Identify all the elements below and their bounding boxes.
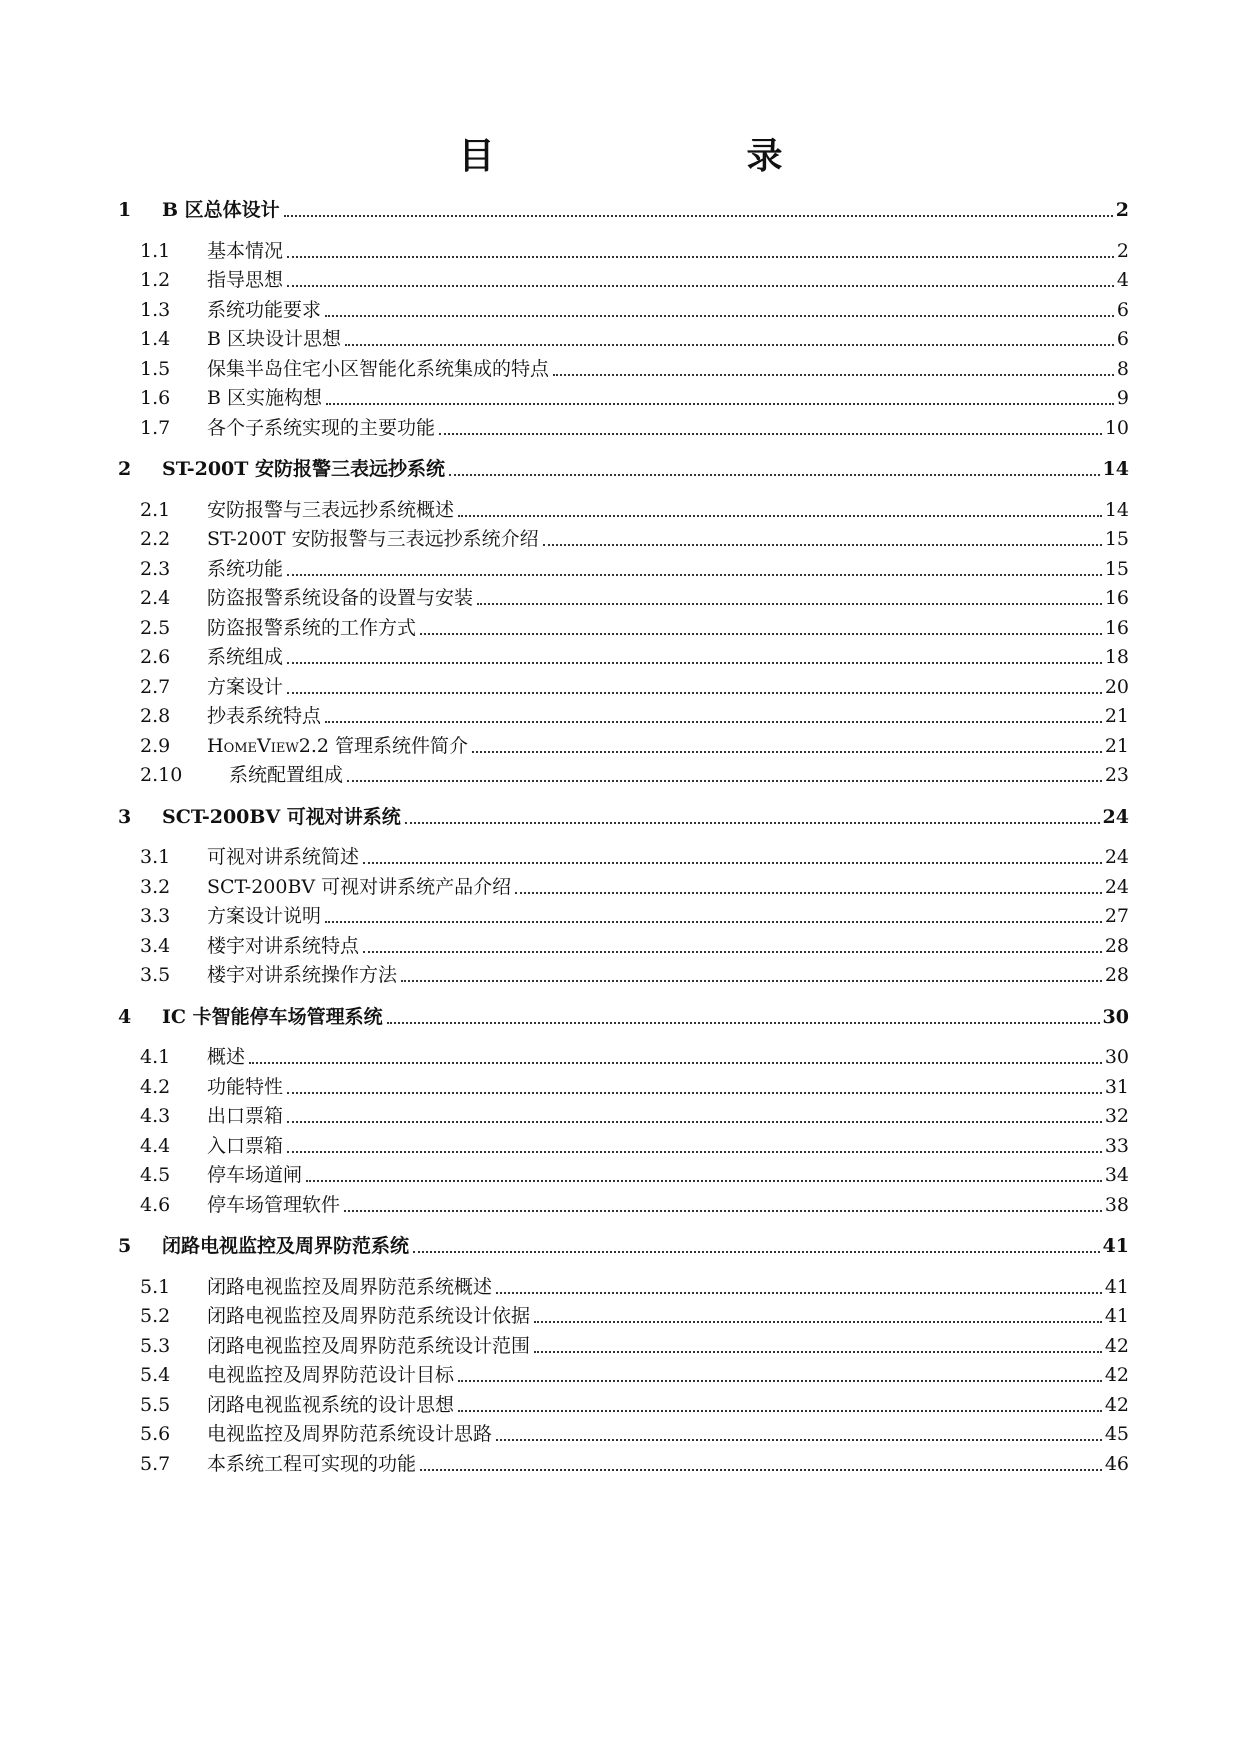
toc-entry-page-number: 42 bbox=[1104, 1334, 1129, 1357]
toc-entry-title: 闭路电视监控及周界防范系统设计范围 bbox=[207, 1334, 531, 1357]
toc-entry-number: 5.6 bbox=[140, 1423, 171, 1445]
toc-entry-page-number: 16 bbox=[1104, 587, 1129, 609]
toc-section-entry[interactable] bbox=[0, 1043, 1241, 1071]
toc-entry-page-number: 34 bbox=[1104, 1164, 1129, 1186]
toc-dot-leader bbox=[287, 285, 1114, 287]
toc-entry-page-number: 33 bbox=[1104, 1134, 1129, 1157]
toc-entry-page-number: 15 bbox=[1104, 528, 1129, 550]
toc-section-entry[interactable] bbox=[0, 732, 1241, 760]
toc-entry-title: 系统组成 bbox=[207, 646, 284, 668]
toc-entry-page-number: 28 bbox=[1104, 964, 1129, 986]
toc-entry-page-number: 30 bbox=[1104, 1046, 1129, 1068]
toc-dot-leader bbox=[420, 1469, 1102, 1471]
toc-entry-number: 2.10 bbox=[140, 764, 183, 786]
toc-entry-page-number: 21 bbox=[1104, 705, 1129, 727]
toc-entry-title: SCT-200BV 可视对讲系统 bbox=[162, 805, 401, 828]
toc-section-entry[interactable] bbox=[0, 702, 1241, 730]
toc-dot-leader bbox=[449, 474, 1100, 476]
toc-entry-number: 5.4 bbox=[140, 1364, 171, 1386]
toc-entry-title: 系统功能 bbox=[207, 557, 284, 580]
toc-section-entry[interactable] bbox=[0, 1273, 1241, 1301]
toc-section-entry[interactable] bbox=[0, 873, 1241, 901]
toc-entry-number: 2 bbox=[118, 458, 132, 480]
toc-entry-number: 3.2 bbox=[140, 875, 171, 898]
toc-entry-title: 闭路电视监控及周界防范系统设计依据 bbox=[207, 1305, 531, 1327]
toc-entry-page-number: 24 bbox=[1104, 875, 1129, 898]
toc-entry-number: 4.4 bbox=[140, 1134, 171, 1157]
toc-entry-title: 入口票箱 bbox=[207, 1134, 284, 1157]
toc-dot-leader bbox=[249, 1062, 1102, 1064]
toc-entry-title: 方案设计说明 bbox=[207, 905, 322, 927]
toc-section-entry[interactable] bbox=[0, 1391, 1241, 1419]
toc-entry-number: 2.3 bbox=[140, 557, 171, 580]
toc-dot-leader bbox=[496, 1292, 1102, 1294]
toc-section-entry[interactable] bbox=[0, 555, 1241, 583]
toc-dot-leader bbox=[287, 256, 1114, 258]
toc-section-entry[interactable] bbox=[0, 1102, 1241, 1130]
toc-section-entry[interactable] bbox=[0, 355, 1241, 383]
toc-entry-title: 抄表系统特点 bbox=[207, 705, 322, 727]
toc-entry-page-number: 2 bbox=[1116, 239, 1129, 262]
toc-entry-page-number: 23 bbox=[1104, 764, 1129, 786]
toc-section-entry[interactable] bbox=[0, 266, 1241, 294]
toc-entry-title: 本系统工程可实现的功能 bbox=[207, 1452, 417, 1475]
toc-section-entry[interactable] bbox=[0, 1332, 1241, 1360]
toc-entry-title: B 区总体设计 bbox=[162, 199, 280, 221]
toc-entry-title: 概述 bbox=[207, 1046, 246, 1068]
toc-entry-number: 4.2 bbox=[140, 1075, 171, 1098]
toc-entry-title: 防盗报警系统的工作方式 bbox=[207, 616, 417, 639]
toc-entry-number: 1.3 bbox=[140, 298, 171, 321]
toc-section-entry[interactable] bbox=[0, 932, 1241, 960]
toc-entry-page-number: 9 bbox=[1116, 387, 1129, 409]
toc-entry-page-number: 28 bbox=[1104, 934, 1129, 957]
toc-entry-page-number: 21 bbox=[1104, 734, 1129, 757]
toc-section-entry[interactable] bbox=[0, 584, 1241, 612]
toc-chapter-entry[interactable] bbox=[0, 196, 1241, 224]
toc-dot-leader bbox=[287, 1092, 1102, 1094]
toc-dot-leader bbox=[287, 662, 1102, 664]
toc-entry-title: 功能特性 bbox=[207, 1075, 284, 1098]
toc-section-entry[interactable] bbox=[0, 1132, 1241, 1160]
toc-entry-title: HomeView2.2 管理系统件简介 bbox=[207, 734, 468, 757]
toc-section-entry[interactable] bbox=[0, 496, 1241, 524]
toc-entry-title: 停车场道闸 bbox=[207, 1164, 303, 1186]
toc-section-entry[interactable] bbox=[0, 1361, 1241, 1389]
toc-entry-title: 电视监控及周界防范设计目标 bbox=[207, 1364, 455, 1386]
toc-entry-number: 5.5 bbox=[140, 1393, 171, 1416]
toc-section-entry[interactable] bbox=[0, 414, 1241, 442]
toc-dot-leader bbox=[553, 374, 1114, 376]
toc-entry-number: 5 bbox=[118, 1235, 132, 1257]
toc-entry-title: B 区实施构想 bbox=[207, 387, 323, 409]
toc-chapter-entry[interactable] bbox=[0, 803, 1241, 831]
toc-dot-leader bbox=[363, 951, 1102, 953]
toc-entry-page-number: 6 bbox=[1116, 328, 1129, 350]
toc-entry-page-number: 41 bbox=[1102, 1235, 1129, 1257]
toc-entry-title: 系统功能要求 bbox=[207, 298, 322, 321]
toc-section-entry[interactable] bbox=[0, 843, 1241, 871]
toc-entry-number: 2.8 bbox=[140, 705, 171, 727]
toc-dot-leader bbox=[405, 822, 1100, 824]
toc-dot-leader bbox=[401, 980, 1102, 982]
toc-entry-number: 3 bbox=[118, 805, 132, 828]
toc-entry-number: 2.2 bbox=[140, 528, 171, 550]
toc-dot-leader bbox=[458, 1380, 1102, 1382]
toc-entry-title: 可视对讲系统简述 bbox=[207, 846, 360, 868]
toc-entry-number: 2.6 bbox=[140, 646, 171, 668]
toc-dot-leader bbox=[287, 1121, 1102, 1123]
toc-dot-leader bbox=[534, 1351, 1102, 1353]
toc-entry-page-number: 42 bbox=[1104, 1393, 1129, 1416]
toc-section-entry[interactable] bbox=[0, 1191, 1241, 1219]
toc-entry-number: 4.6 bbox=[140, 1193, 171, 1216]
toc-entry-title: 电视监控及周界防范系统设计思路 bbox=[207, 1423, 493, 1445]
toc-entry-number: 2.9 bbox=[140, 734, 171, 757]
toc-dot-leader bbox=[458, 515, 1102, 517]
toc-entry-title: 各个子系统实现的主要功能 bbox=[207, 416, 436, 439]
toc-entry-number: 4 bbox=[118, 1005, 132, 1028]
toc-entry-number: 2.4 bbox=[140, 587, 171, 609]
toc-entry-number: 5.3 bbox=[140, 1334, 171, 1357]
toc-section-entry[interactable] bbox=[0, 673, 1241, 701]
toc-section-entry[interactable] bbox=[0, 525, 1241, 553]
toc-entry-page-number: 24 bbox=[1104, 846, 1129, 868]
toc-entry-page-number: 14 bbox=[1102, 458, 1129, 480]
page-title: 目 录 bbox=[458, 135, 843, 177]
toc-entry-number: 5.2 bbox=[140, 1305, 171, 1327]
toc-dot-leader bbox=[287, 1151, 1102, 1153]
toc-entry-number: 5.1 bbox=[140, 1275, 171, 1298]
toc-entry-number: 4.5 bbox=[140, 1164, 171, 1186]
toc-chapter-entry[interactable] bbox=[0, 455, 1241, 483]
toc-section-entry[interactable] bbox=[0, 384, 1241, 412]
toc-section-entry[interactable] bbox=[0, 1420, 1241, 1448]
toc-dot-leader bbox=[325, 315, 1114, 317]
toc-section-entry[interactable] bbox=[0, 961, 1241, 989]
toc-entry-page-number: 41 bbox=[1104, 1305, 1129, 1327]
toc-dot-leader bbox=[477, 603, 1102, 605]
toc-entry-title: 方案设计 bbox=[207, 675, 284, 698]
toc-entry-page-number: 42 bbox=[1104, 1364, 1129, 1386]
toc-section-entry[interactable] bbox=[0, 902, 1241, 930]
toc-entry-title: 防盗报警系统设备的设置与安装 bbox=[207, 587, 474, 609]
toc-entry-title: 闭路电视监视系统的设计思想 bbox=[207, 1393, 455, 1416]
toc-dot-leader bbox=[287, 692, 1102, 694]
toc-dot-leader bbox=[458, 1410, 1102, 1412]
toc-entry-number: 3.1 bbox=[140, 846, 171, 868]
toc-section-entry[interactable] bbox=[0, 237, 1241, 265]
toc-entry-number: 5.7 bbox=[140, 1452, 171, 1475]
toc-dot-leader bbox=[345, 344, 1114, 346]
toc-entry-page-number: 31 bbox=[1104, 1075, 1129, 1098]
toc-entry-number: 1.7 bbox=[140, 416, 171, 439]
toc-section-entry[interactable] bbox=[0, 1073, 1241, 1101]
toc-entry-page-number: 8 bbox=[1116, 357, 1129, 380]
toc-dot-leader bbox=[534, 1321, 1102, 1323]
toc-dot-leader bbox=[413, 1251, 1100, 1253]
toc-entry-number: 4.1 bbox=[140, 1046, 171, 1068]
toc-entry-number: 3.3 bbox=[140, 905, 171, 927]
toc-entry-page-number: 10 bbox=[1104, 416, 1129, 439]
toc-section-entry[interactable] bbox=[0, 761, 1241, 789]
toc-entry-title: 停车场管理软件 bbox=[207, 1193, 341, 1216]
toc-section-entry[interactable] bbox=[0, 643, 1241, 671]
toc-chapter-entry[interactable] bbox=[0, 1003, 1241, 1031]
toc-entry-page-number: 27 bbox=[1104, 905, 1129, 927]
toc-entry-page-number: 15 bbox=[1104, 557, 1129, 580]
toc-dot-leader bbox=[344, 1210, 1102, 1212]
toc-dot-leader bbox=[287, 574, 1102, 576]
toc-entry-title: 保集半岛住宅小区智能化系统集成的特点 bbox=[207, 357, 550, 380]
toc-dot-leader bbox=[326, 403, 1114, 405]
toc-dot-leader bbox=[363, 862, 1102, 864]
toc-entry-title: 闭路电视监控及周界防范系统 bbox=[162, 1235, 410, 1257]
toc-section-entry[interactable] bbox=[0, 296, 1241, 324]
toc-entry-page-number: 4 bbox=[1116, 269, 1129, 291]
toc-entry-page-number: 45 bbox=[1104, 1423, 1129, 1445]
toc-entry-number: 1.4 bbox=[140, 328, 171, 350]
toc-dot-leader bbox=[387, 1022, 1100, 1024]
toc-entry-page-number: 38 bbox=[1104, 1193, 1129, 1216]
toc-entry-title: 楼宇对讲系统特点 bbox=[207, 934, 360, 957]
toc-dot-leader bbox=[472, 751, 1102, 753]
toc-entry-title: 闭路电视监控及周界防范系统概述 bbox=[207, 1275, 493, 1298]
toc-dot-leader bbox=[325, 921, 1102, 923]
toc-chapter-entry[interactable] bbox=[0, 1232, 1241, 1260]
toc-entry-title: SCT-200BV 可视对讲系统产品介绍 bbox=[207, 875, 512, 898]
toc-section-entry[interactable] bbox=[0, 614, 1241, 642]
toc-entry-page-number: 18 bbox=[1104, 646, 1129, 668]
toc-entry-title: 安防报警与三表远抄系统概述 bbox=[207, 498, 455, 521]
toc-dot-leader bbox=[325, 721, 1102, 723]
toc-dot-leader bbox=[306, 1180, 1102, 1182]
toc-entry-number: 4.3 bbox=[140, 1105, 171, 1127]
toc-dot-leader bbox=[515, 892, 1102, 894]
toc-entry-page-number: 20 bbox=[1104, 675, 1129, 698]
toc-entry-number: 2.1 bbox=[140, 498, 171, 521]
toc-entry-number: 1.1 bbox=[140, 239, 171, 262]
toc-entry-title: ST-200T 安防报警与三表远抄系统介绍 bbox=[207, 528, 539, 550]
toc-dot-leader bbox=[543, 544, 1102, 546]
toc-entry-title: B 区块设计思想 bbox=[207, 328, 342, 350]
toc-entry-page-number: 32 bbox=[1104, 1105, 1129, 1127]
toc-entry-number: 3.4 bbox=[140, 934, 171, 957]
toc-entry-number: 1.5 bbox=[140, 357, 171, 380]
toc-entry-title: 系统配置组成 bbox=[229, 764, 344, 786]
toc-entry-title: ST-200T 安防报警三表远抄系统 bbox=[162, 458, 446, 480]
toc-dot-leader bbox=[496, 1439, 1102, 1441]
toc-section-entry[interactable] bbox=[0, 1161, 1241, 1189]
toc-entry-page-number: 24 bbox=[1102, 805, 1129, 828]
toc-entry-title: 指导思想 bbox=[207, 269, 284, 291]
toc-section-entry[interactable] bbox=[0, 325, 1241, 353]
toc-entry-page-number: 6 bbox=[1116, 298, 1129, 321]
toc-section-entry[interactable] bbox=[0, 1302, 1241, 1330]
toc-entry-number: 3.5 bbox=[140, 964, 171, 986]
toc-entry-title: 楼宇对讲系统操作方法 bbox=[207, 964, 398, 986]
toc-entry-title: 基本情况 bbox=[207, 239, 284, 262]
toc-entry-page-number: 16 bbox=[1104, 616, 1129, 639]
toc-entry-number: 1 bbox=[118, 199, 132, 221]
toc-entry-number: 2.7 bbox=[140, 675, 171, 698]
toc-entry-title: 出口票箱 bbox=[207, 1105, 284, 1127]
toc-dot-leader bbox=[439, 433, 1102, 435]
toc-section-entry[interactable] bbox=[0, 1450, 1241, 1478]
toc-entry-number: 1.6 bbox=[140, 387, 171, 409]
toc-entry-title: IC 卡智能停车场管理系统 bbox=[162, 1005, 383, 1028]
toc-entry-number: 2.5 bbox=[140, 616, 171, 639]
toc-entry-page-number: 30 bbox=[1102, 1005, 1129, 1028]
toc-dot-leader bbox=[284, 215, 1113, 217]
toc-dot-leader bbox=[420, 633, 1102, 635]
toc-entry-page-number: 46 bbox=[1104, 1452, 1129, 1475]
toc-entry-page-number: 41 bbox=[1104, 1275, 1129, 1298]
toc-dot-leader bbox=[347, 780, 1102, 782]
toc-entry-number: 1.2 bbox=[140, 269, 171, 291]
toc-entry-page-number: 2 bbox=[1115, 199, 1129, 221]
toc-entry-page-number: 14 bbox=[1104, 498, 1129, 521]
